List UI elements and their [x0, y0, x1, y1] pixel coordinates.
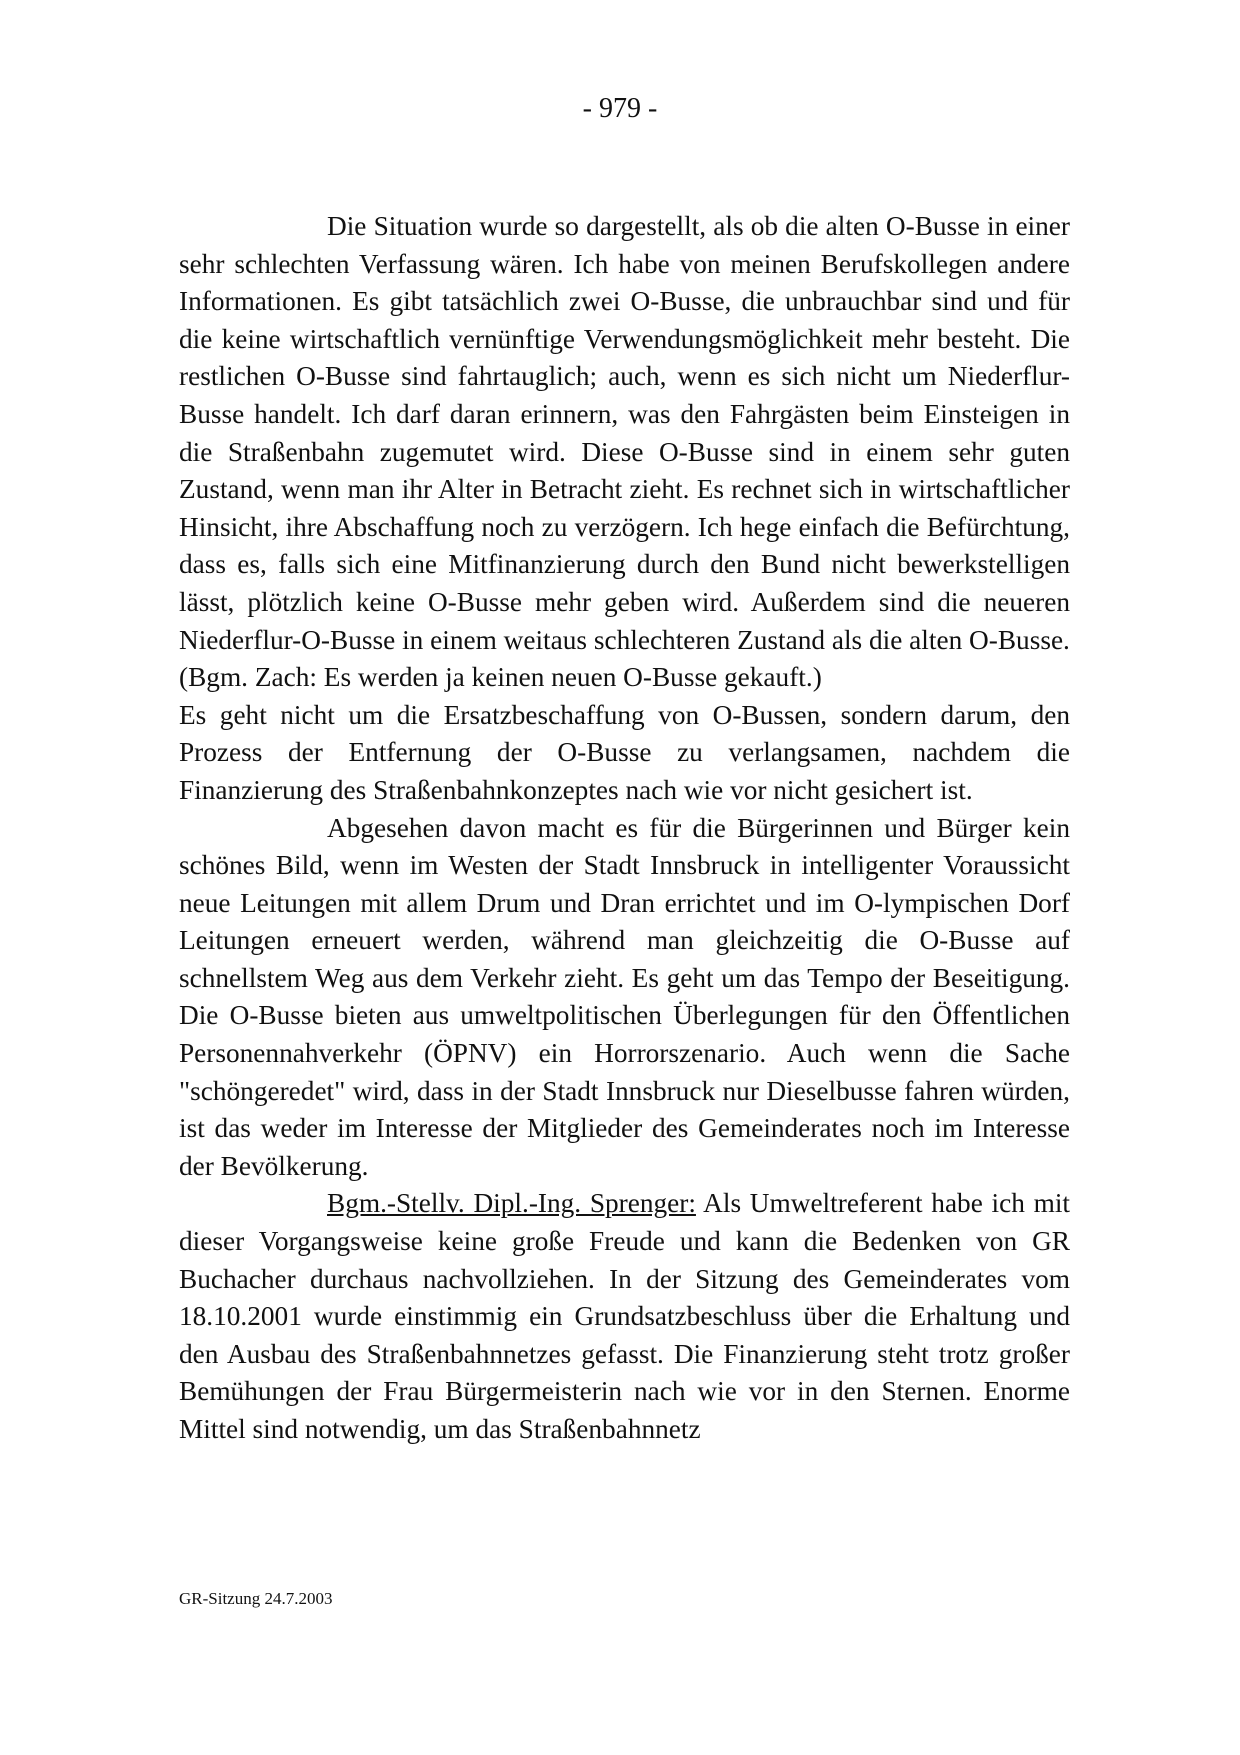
page-number: - 979 - [582, 93, 658, 124]
speaker-statement: Als Umweltreferent habe ich mit dieser Vorgangsweise keine große Freude und kann die Bedenken von GR Buchacher durchaus nachvollziehen. In der Sitzung des Gemeinderates vom 18.10.2001 wurde einstimmig ein Grundsatzbeschluss über die Erhaltung und den Ausbau des Straßenbahnnetzes gefasst. Die Finanzierung steht trotz großer Bemühungen der Frau Bürgermeisterin nach wie vor in den Sternen. Enorme Mittel sind notwendig, um das Straßenbahnnetz [179, 1188, 1070, 1444]
paragraph-replacement-process: Es geht nicht um die Ersatzbeschaffung von O-Bussen, sondern darum, den Prozess der Entfernung der O-Busse zu verlangsamen, nachdem die Finanzierung des Straßenbahnkonzeptes nach wie vor nicht gesichert ist. [179, 699, 1070, 805]
paragraph-public-image: Abgesehen davon macht es für die Bürgerinnen und Bürger kein schönes Bild, wenn im Westen der Stadt Innsbruck in intelligenter Voraussicht neue Leitungen mit allem Drum und Dran errichtet und im O-​lympischen Dorf Leitungen erneuert werden, während man gleichzeitig die O-Busse auf schnellstem Weg aus dem Verkehr zieht. Es geht um das Tempo der Beseitigung. Die O-Busse bieten aus umweltpolitischen Überlegungen für den Öffentlichen Personennahverkehr (ÖPNV) ein Horrorszenario. Auch wenn die Sache "schöngeredet" wird, dass in der Stadt Innsbruck nur Dieselbusse fahren würden, ist das weder im Interesse der Mitglieder des Gemeinderates noch im Interesse der Bevölkerung. [179, 812, 1070, 1181]
footer-session-date: GR-Sitzung 24.7.2003 [179, 1589, 333, 1608]
paragraph-o-busse-condition: Die Situation wurde so dargestellt, als ob die alten O-Busse in einer sehr schlechten Verfassung wären. Ich habe von meinen Berufskollegen andere Informationen. Es gibt tatsächlich zwei O-Busse, die unbrauchbar sind und für die keine wirtschaftlich vernünftige Verwendungsmöglichkeit mehr besteht. Die restlichen O-Busse sind fahrtauglich; auch, wenn es sich nicht um Niederflur-Busse handelt. Ich darf daran erinnern, was den Fahrgästen beim Einsteigen in die Straßenbahn zugemutet wird. Diese O-​Busse sind in einem sehr guten Zustand, wenn man ihr Alter in Betracht zieht. Es rechnet sich in wirtschaftlicher Hinsicht, ihre Abschaffung noch zu verzögern. Ich hege einfach die Befürchtung, dass es, falls sich eine Mitfinanzierung durch den Bund nicht bewerkstelligen lässt, plötzlich keine O-​Busse mehr geben wird. Außerdem sind die neueren Niederflur-O-Busse in einem weitaus schlechteren Zustand als die alten O-Busse. [179, 211, 1070, 655]
speaker-name: Bgm.-Stellv. Dipl.-Ing. Sprenger: [327, 1188, 696, 1219]
document-body [179, 208, 1070, 1449]
paragraph-sprenger-statement [179, 1185, 1070, 1448]
interjection-bgm-zach: (Bgm. Zach: Es werden ja keinen neuen O-Busse gekauft.) [179, 662, 822, 693]
